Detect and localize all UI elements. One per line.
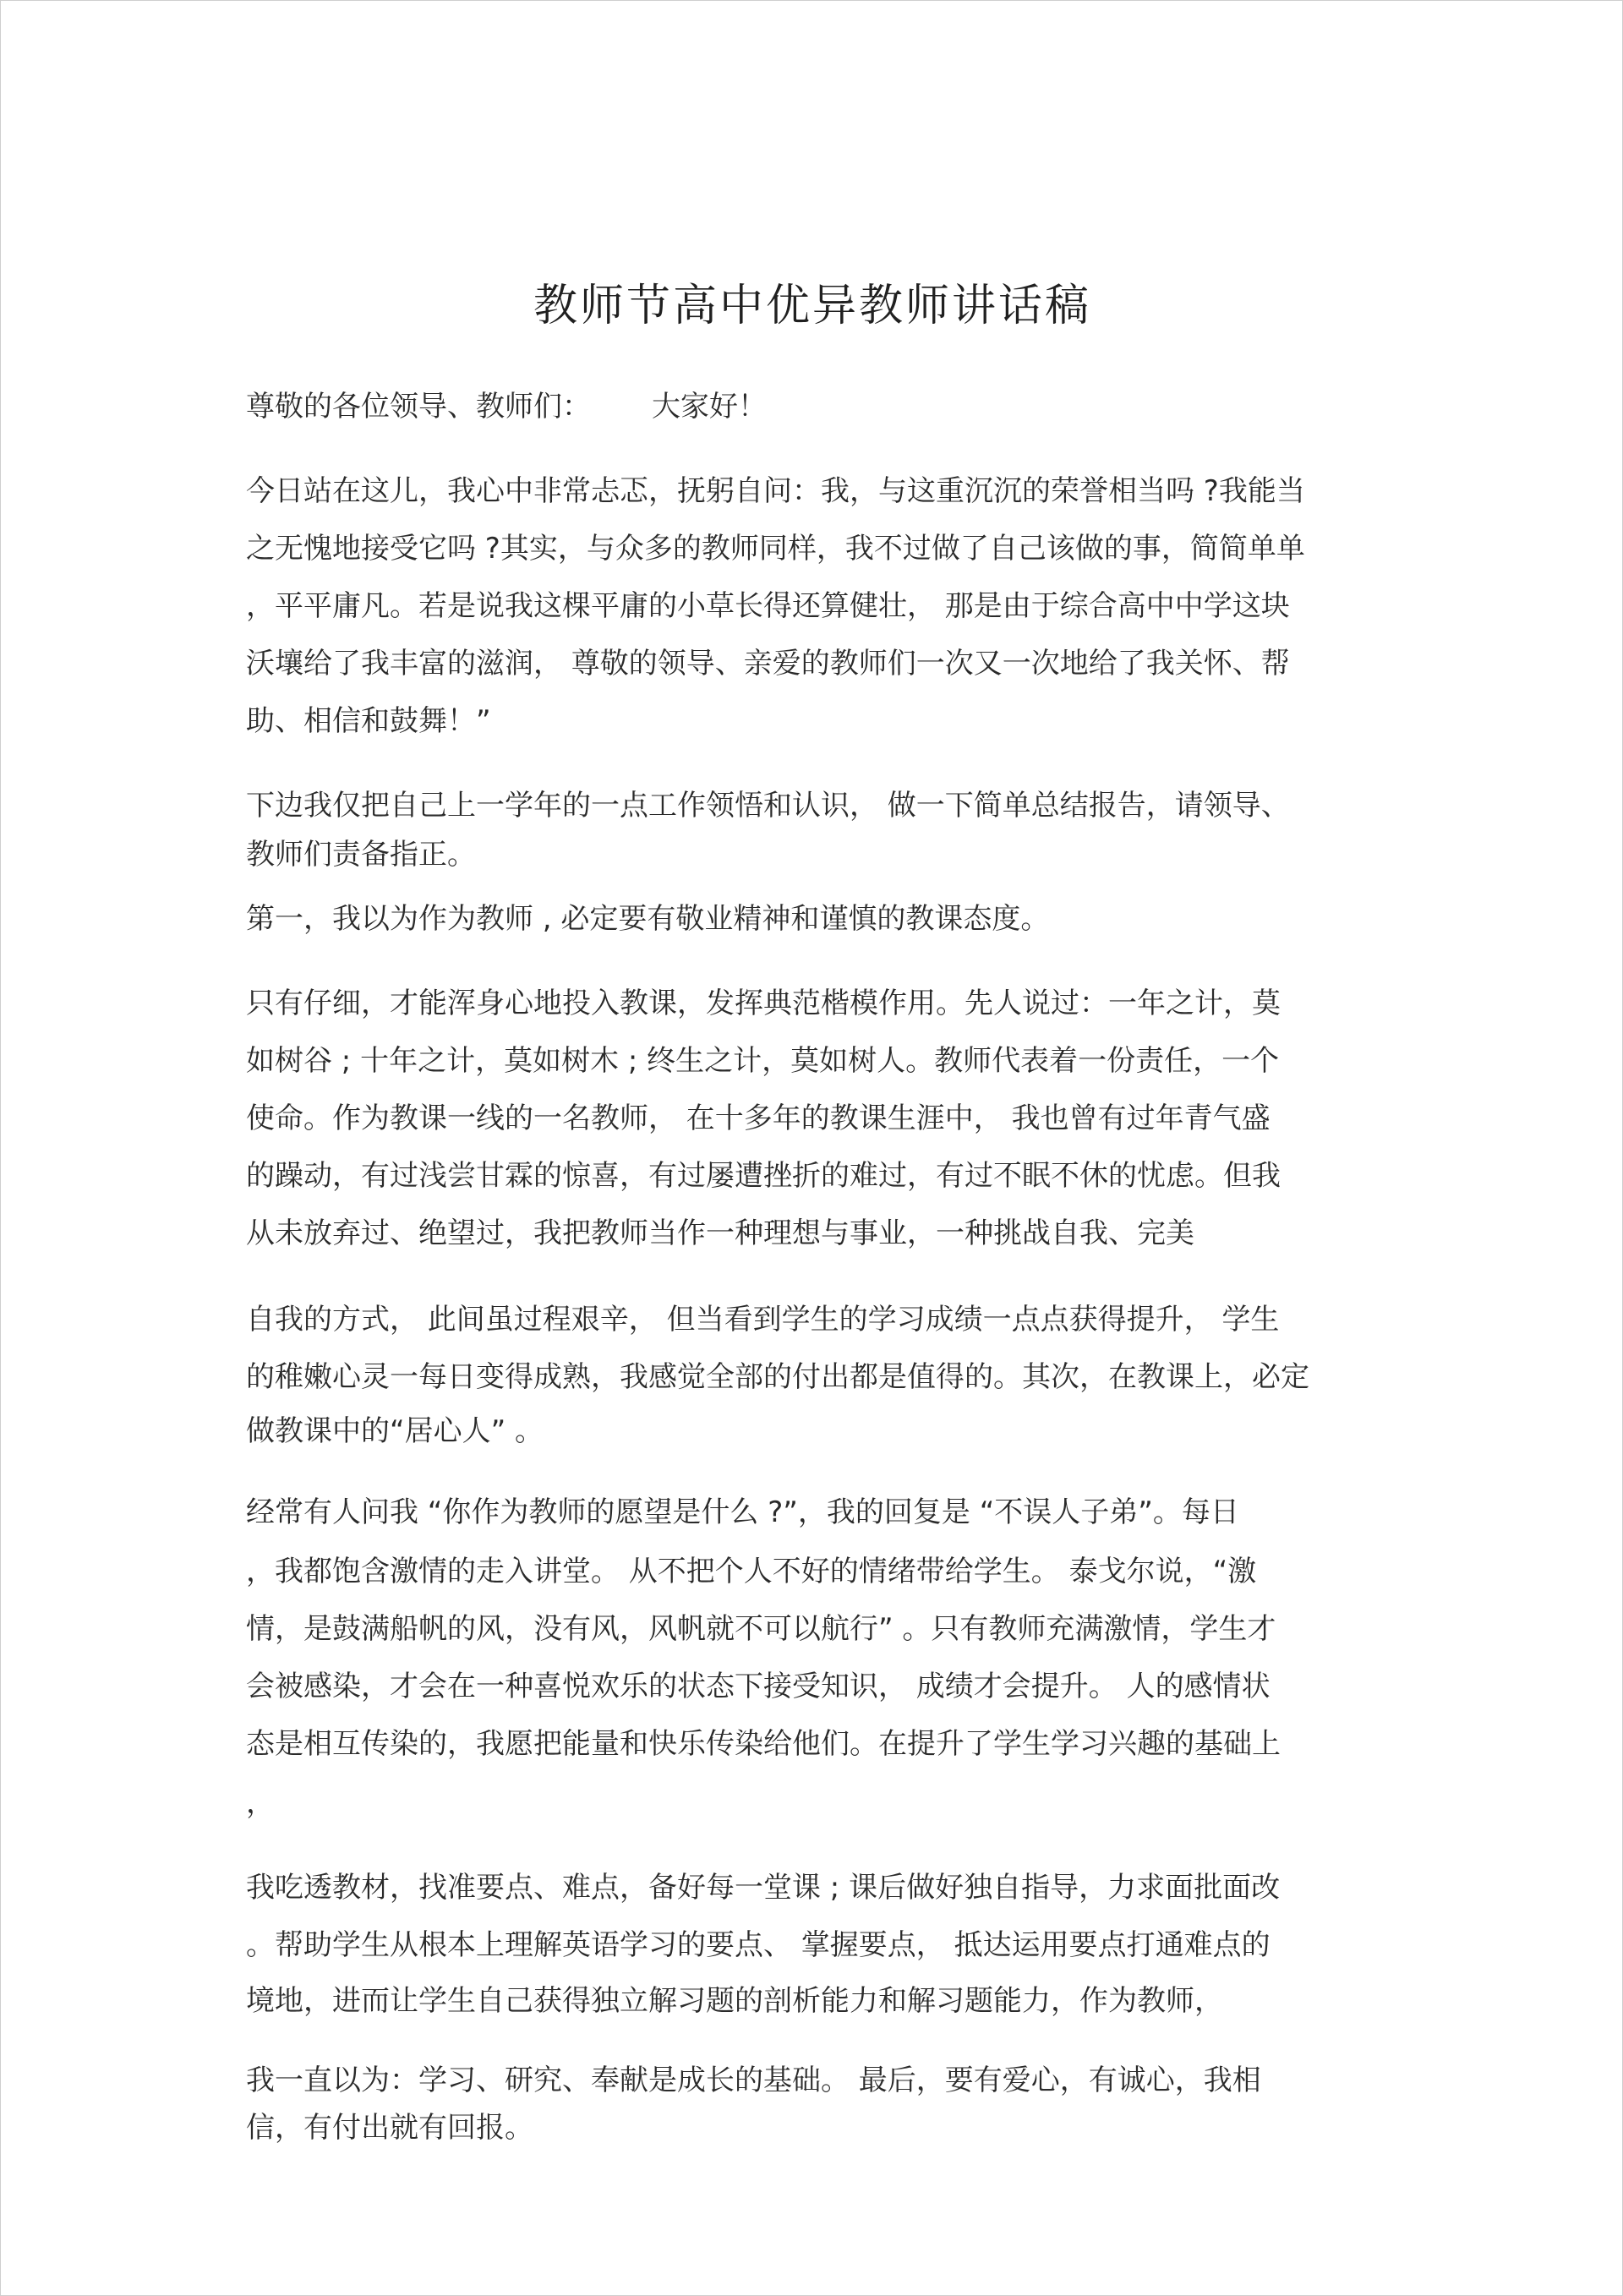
text-line: 做教课中的“居心人” 。 — [246, 1414, 544, 1448]
greeting-address: 尊敬的各位领导、教师们： — [246, 390, 591, 424]
text-line: 境地，进而让学生自己获得独立解习题的剖析能力和解习题能力，作为教师， — [246, 1984, 1223, 2018]
text-line: 经常有人问我 “你作为教师的愿望是什么 ?”，我的回复是 “不误人子弟”。每日 — [246, 1495, 1239, 1529]
text-line: 情，是鼓满船帆的风，没有风，风帆就不可以航行” 。只有教师充满激情，学生才 — [246, 1612, 1276, 1646]
text-line: 自我的方式， 此间虽过程艰辛， 但当看到学生的学习成绩一点点获得提升， 学生 — [246, 1303, 1280, 1337]
text-line: 会被感染，才会在一种喜悦欢乐的状态下接受知识， 成绩才会提升。 人的感情状 — [246, 1670, 1271, 1703]
text-line: 我一直以为：学习、研究、奉献是成长的基础。 最后，要有爱心，有诚心，我相 — [246, 2064, 1261, 2097]
page-title: 教师节高中优异教师讲话稿 — [533, 281, 1091, 331]
text-line: 从未放弃过、绝望过，我把教师当作一种理想与事业，一种挑战自我、完美 — [246, 1216, 1194, 1250]
text-line: ，我都饱含激情的走入讲堂。 从不把个人不好的情绪带给学生。 泰戈尔说，“激 — [246, 1555, 1257, 1588]
text-line: 使命。作为教课一线的一名教师， 在十多年的教课生涯中， 我也曾有过年青气盛 — [246, 1102, 1271, 1135]
text-line: 。帮助学生从根本上理解英语学习的要点、 掌握要点， 抵达运用要点打通难点的 — [246, 1928, 1271, 1962]
text-line: 的稚嫩心灵一每日变得成熟，我感觉全部的付出都是值得的。其次，在教课上，必定 — [246, 1360, 1309, 1394]
text-line: 沃壤给了我丰富的滋润， 尊敬的领导、亲爱的教师们一次又一次地给了我关怀、帮 — [246, 647, 1290, 681]
text-line: ，平平庸凡。若是说我这棵平庸的小草长得还算健壮， 那是由于综合高中中学这块 — [246, 589, 1290, 623]
text-line: 教师们责备指正。 — [246, 838, 476, 872]
text-line: 信，有付出就有回报。 — [246, 2111, 533, 2145]
text-line: 助、相信和鼓舞！” — [246, 704, 491, 738]
greeting-salute: 大家好！ — [652, 390, 767, 424]
text-line: 下边我仅把自己上一学年的一点工作领悟和认识， 做一下简单总结报告，请领导、 — [246, 789, 1290, 823]
text-line: 如树谷 ; 十年之计，莫如树木 ; 终生之计，莫如树人。教师代表着一份责任，一个 — [246, 1044, 1280, 1078]
text-line: 态是相互传染的，我愿把能量和快乐传染给他们。在提升了学生学习兴趣的基础上 — [246, 1727, 1281, 1761]
text-line: 我吃透教材，找准要点、难点，备好每一堂课 ; 课后做好独自指导，力求面批面改 — [246, 1871, 1281, 1905]
text-line: 只有仔细，才能浑身心地投入教课，发挥典范楷模作用。先人说过：一年之计，莫 — [246, 987, 1281, 1020]
text-line: 今日站在这儿，我心中非常忐忑，抚躬自问：我，与这重沉沉的荣誉相当吗 ?我能当 — [246, 474, 1305, 508]
text-line: 第一，我以为作为教师 , 必定要有敬业精神和谨慎的教课态度。 — [246, 902, 1050, 936]
text-line: 之无愧地接受它吗 ?其实，与众多的教师同样，我不过做了自己该做的事，简简单单 — [246, 532, 1305, 566]
text-line: ， — [246, 1786, 275, 1820]
text-line: 的躁动，有过浅尝甘霖的惊喜，有过屡遭挫折的难过，有过不眠不休的忧虑。但我 — [246, 1159, 1281, 1193]
